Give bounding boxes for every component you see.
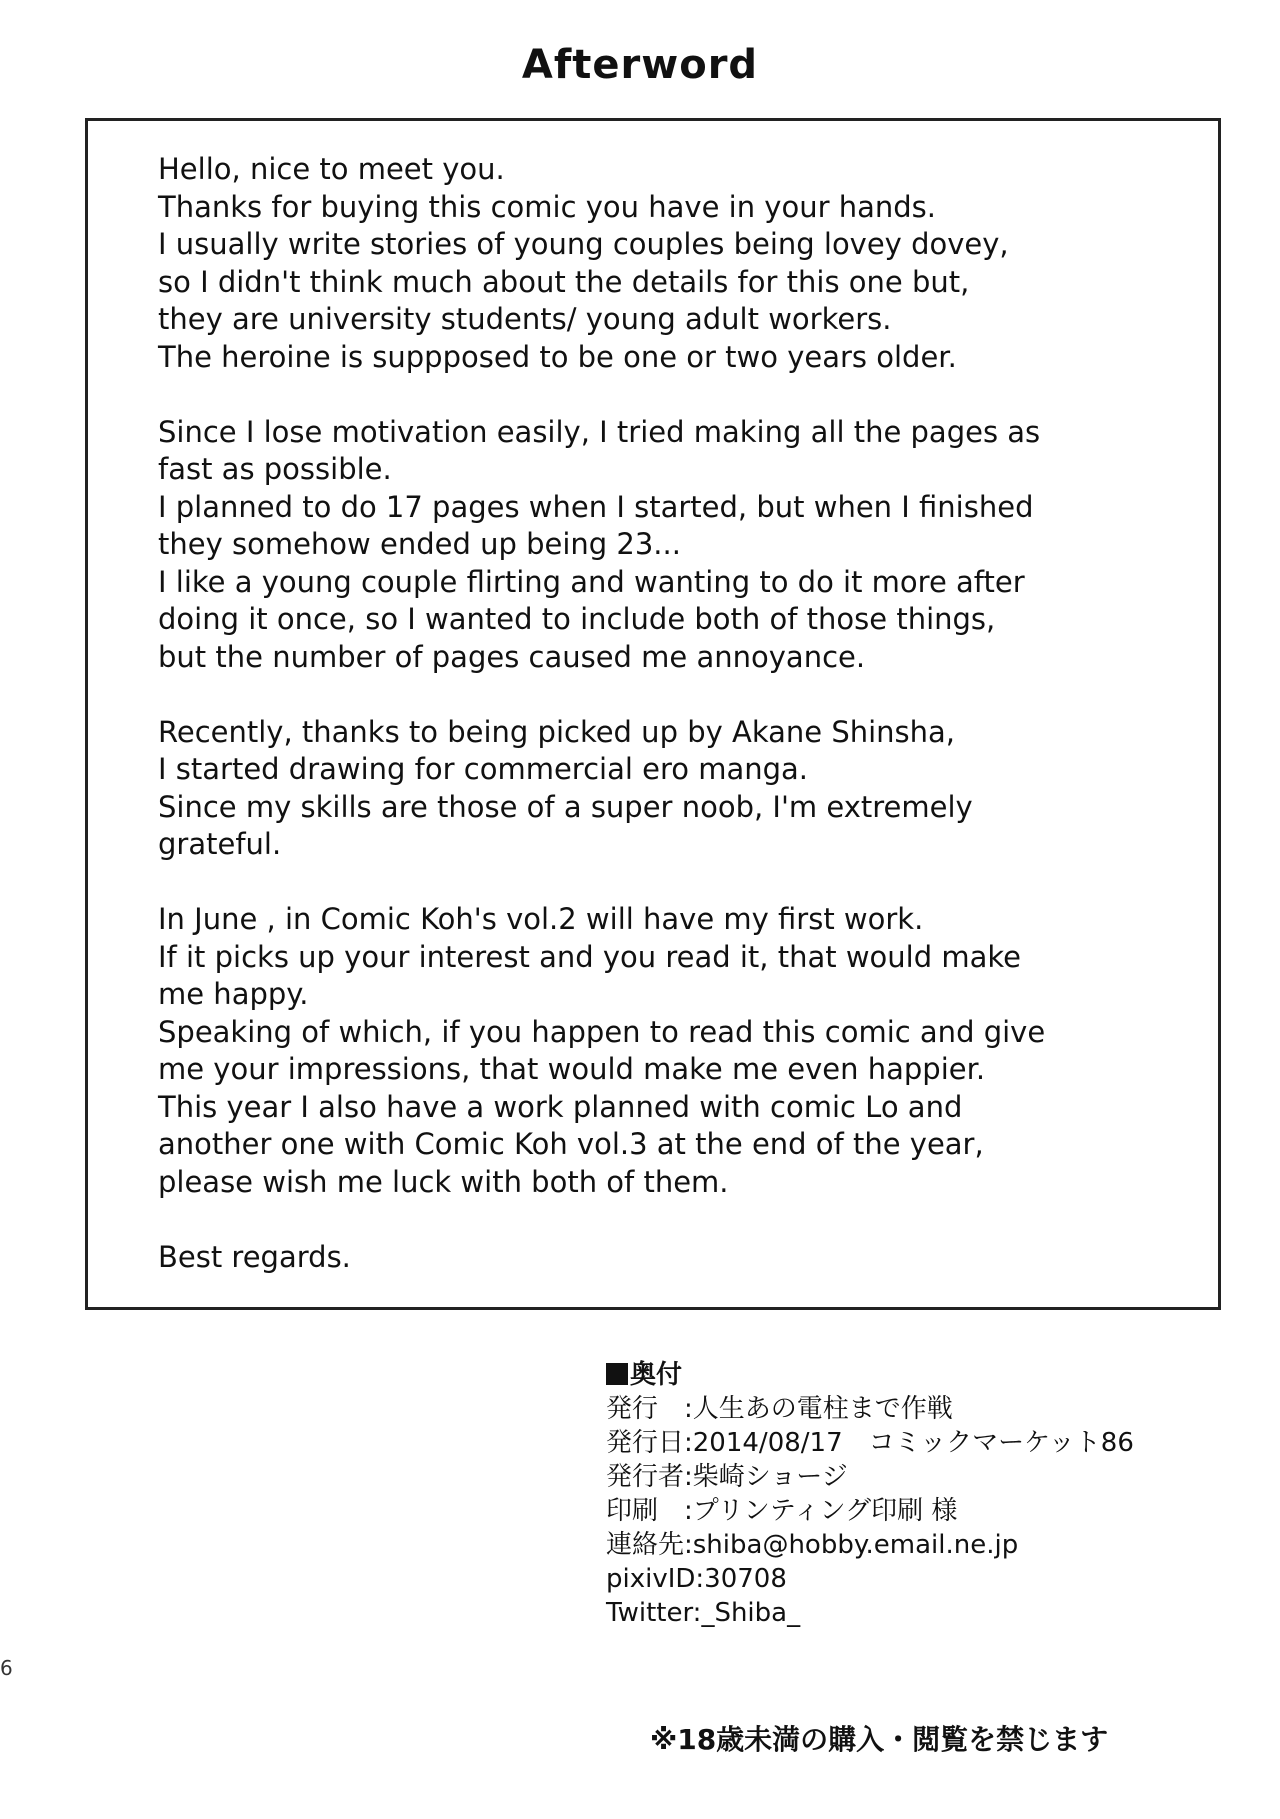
colophon-row-date: 発行日:2014/08/17 コミックマーケット86: [606, 1428, 1134, 1458]
text-line: Thanks for buying this comic you have in your hands.: [158, 189, 936, 224]
afterword-text: [158, 151, 1198, 1276]
colophon-row-printer: 印刷 :プリンティング印刷 様: [606, 1496, 958, 1526]
text-line: me your impressions, that would make me even happier.: [158, 1052, 986, 1086]
paragraph: [158, 714, 1198, 864]
paragraph: [158, 414, 1198, 677]
text-line: please wish me luck with both of them.: [158, 1164, 729, 1199]
colophon-row-author: 発行者:柴崎ショージ: [606, 1462, 848, 1492]
text-line: so I didn't think much about the details for this one but,: [158, 264, 970, 299]
text-line: they are university students/ young adult workers.: [158, 302, 892, 336]
text-line: Speaking of which, if you happen to read this comic and give: [158, 1014, 1046, 1049]
page-number-fragment: 6: [0, 1656, 13, 1680]
text-line: I started drawing for commercial ero manga.: [158, 752, 809, 786]
text-line: Best regards.: [158, 1239, 351, 1274]
text-line: In June , in Comic Koh's vol.2 will have my first work.: [158, 902, 924, 936]
text-line: they somehow ended up being 23...: [158, 527, 681, 561]
square-bullet-icon: [606, 1363, 628, 1385]
text-line: Recently, thanks to being picked up by Akane Shinsha,: [158, 714, 956, 749]
age-restriction-notice: ※18歳未満の購入・閲覧を禁じます: [650, 1723, 1109, 1756]
text-line: fast as possible.: [158, 452, 392, 486]
colophon-heading: [606, 1358, 1134, 1392]
text-line: I usually write stories of young couples being lovey dovey,: [158, 227, 1009, 261]
colophon-heading-text: 奥付: [630, 1360, 683, 1390]
text-line: This year I also have a work planned with comic Lo and: [158, 1089, 963, 1124]
text-line: If it picks up your interest and you read it, that would make: [158, 939, 1021, 974]
colophon: [606, 1358, 1134, 1630]
text-line: Hello, nice to meet you.: [158, 152, 505, 186]
colophon-row-twitter: Twitter:_Shiba_: [606, 1598, 801, 1628]
colophon-row-publisher-group: 発行 :人生あの電柱まで作戦: [606, 1394, 953, 1424]
colophon-row-pixiv: pixivID:30708: [606, 1564, 787, 1594]
afterword-box: [85, 118, 1221, 1310]
paragraph: [158, 151, 1198, 376]
text-line: I planned to do 17 pages when I started, but when I finished: [158, 489, 1034, 524]
text-line: The heroine is suppposed to be one or two years older.: [158, 339, 957, 374]
text-line: Since I lose motivation easily, I tried making all the pages as: [158, 414, 1041, 449]
text-line: doing it once, so I wanted to include both of those things,: [158, 602, 996, 636]
text-line: I like a young couple flirting and wanting to do it more after: [158, 564, 1025, 599]
paragraph: [158, 901, 1198, 1201]
text-line: grateful.: [158, 827, 282, 861]
text-line: Since my skills are those of a super noob, I'm extremely: [158, 789, 973, 824]
page-title: Afterword: [521, 42, 759, 88]
text-line: me happy.: [158, 977, 309, 1011]
text-line: but the number of pages caused me annoyance.: [158, 639, 866, 674]
text-line: another one with Comic Koh vol.3 at the end of the year,: [158, 1127, 984, 1161]
paragraph: [158, 1239, 1198, 1277]
colophon-row-contact: 連絡先:shiba@hobby.email.ne.jp: [606, 1530, 1019, 1560]
